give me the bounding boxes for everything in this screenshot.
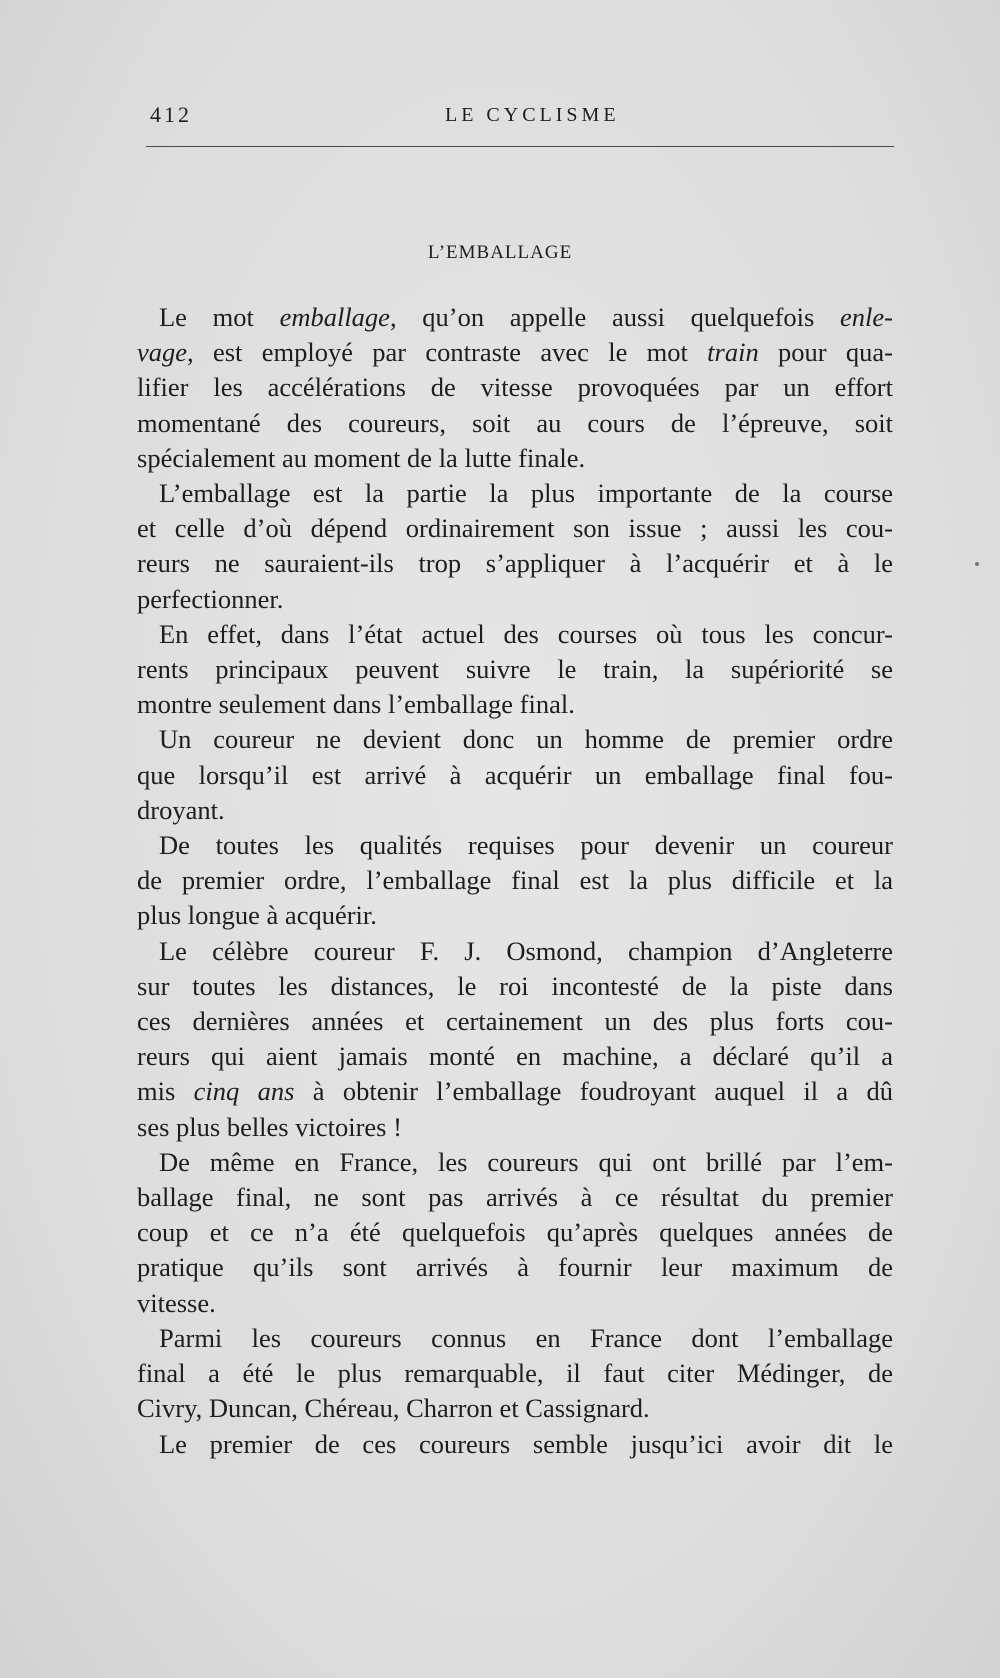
text-run: , qu’on appelle aussi quelquefois [389,302,841,332]
text-line [137,1180,893,1215]
text-line [137,335,893,370]
italic-run: vage [137,337,188,368]
text-run: Civry, Duncan, Chéreau, Charron et Cassignard. [137,1393,650,1424]
text-run: reurs qui aient jamais monté en machine, a déclaré qu’il a [137,1041,893,1072]
text-line [137,863,893,898]
text-line [137,1039,893,1074]
text-line [137,476,893,511]
text-line [137,582,893,617]
page-number: 412 [150,102,192,127]
italic-run: train [707,337,759,368]
text-line [137,828,893,863]
italic-run: emballage [279,302,390,332]
text-run: momentané des coureurs, soit au cours de l’épreuve, soit [137,407,893,438]
text-line [137,969,893,1004]
paragraph [137,300,893,476]
text-run: à obtenir l’emballage foudroyant auquel il a dû [294,1076,894,1107]
text-line [137,441,893,476]
text-run: montre seulement dans l’emballage final. [137,689,575,720]
text-run: vitesse. [137,1287,216,1318]
text-line [137,1391,893,1426]
paragraph [137,476,893,617]
text-run: mis [137,1076,194,1107]
text-run: coup et ce n’a été quelquefois qu’après quelques années de [137,1217,893,1248]
text-run: L’emballage est la partie la plus importante de la course [159,478,893,509]
text-run: reurs ne sauraient-ils trop s’appliquer à l’acquérir et à le [137,548,893,579]
text-line [137,652,893,687]
text-run: De toutes les qualités requises pour devenir un coureur [159,830,893,861]
text-line [137,511,893,546]
text-run: De même en France, les coureurs qui ont brillé par l’em- [159,1146,893,1177]
text-line [137,758,893,793]
text-line [137,1427,893,1462]
text-run: spécialement au moment de la lutte finale. [137,442,586,473]
text-run: ses plus belles victoires ! [137,1111,402,1142]
text-run: Le mot [159,302,280,332]
text-line [137,1145,893,1180]
text-line [137,687,893,722]
text-line [137,1250,893,1285]
italic-run: cinq ans [193,1076,295,1107]
text-run: Le célèbre coureur F. J. Osmond, champion d’Angleterre [159,935,893,966]
paragraph [137,1321,893,1427]
text-run: droyant. [137,794,225,825]
text-run: pour qua- [758,337,893,368]
running-header [150,102,890,132]
text-line [137,1286,893,1321]
text-run: rents principaux peuvent suivre le train, la supériorité se [137,654,893,685]
text-run: que lorsqu’il est arrivé à acquérir un emballage final fou- [137,759,893,790]
text-run: , est employé par contraste avec le mot [187,337,708,368]
paragraph [137,934,893,1145]
paragraph [137,617,893,723]
running-title: LE CYCLISME [445,104,620,126]
text-run: plus longue à acquérir. [137,900,377,931]
text-line [137,406,893,441]
section-title: L’EMBALLAGE [427,242,573,263]
text-line [137,1215,893,1250]
paragraph [137,722,893,828]
italic-run: enle- [840,302,893,332]
text-run: Le premier de ces coureurs semble jusqu’ici avoir dit le [159,1428,893,1459]
text-run: sur toutes les distances, le roi incontesté de la piste dans [137,970,893,1001]
text-line [137,1110,893,1145]
text-line [137,793,893,828]
text-line [137,546,893,581]
paragraph [137,1145,893,1321]
text-run: de premier ordre, l’emballage final est la plus difficile et la [137,865,893,896]
text-run: Un coureur ne devient donc un homme de premier ordre [159,724,893,755]
text-line [137,934,893,969]
paragraph [137,828,893,934]
text-line [137,722,893,757]
text-run: ballage final, ne sont pas arrivés à ce résultat du premier [137,1182,893,1213]
text-line [137,617,893,652]
text-run: et celle d’où dépend ordinairement son issue ; aussi les cou- [137,513,893,544]
text-run: final a été le plus remarquable, il faut citer Médinger, de [137,1358,893,1389]
text-line [137,1004,893,1039]
header-rule [146,146,894,147]
text-line [137,1321,893,1356]
margin-speck [975,562,979,566]
text-line [137,370,893,405]
text-line [137,898,893,933]
text-run: ces dernières années et certainement un des plus forts cou- [137,1006,893,1037]
text-run: pratique qu’ils sont arrivés à fournir leur maximum de [137,1252,893,1283]
text-run: lifier les accélérations de vitesse provoquées par un effort [137,372,893,403]
text-run: En effet, dans l’état actuel des courses où tous les concur- [159,618,893,649]
body-text [137,300,893,1462]
text-run: Parmi les coureurs connus en France dont l’emballage [159,1322,893,1353]
paragraph [137,1427,893,1462]
text-run: perfectionner. [137,583,284,614]
text-line [137,1074,893,1109]
text-line [137,300,893,335]
text-line [137,1356,893,1391]
